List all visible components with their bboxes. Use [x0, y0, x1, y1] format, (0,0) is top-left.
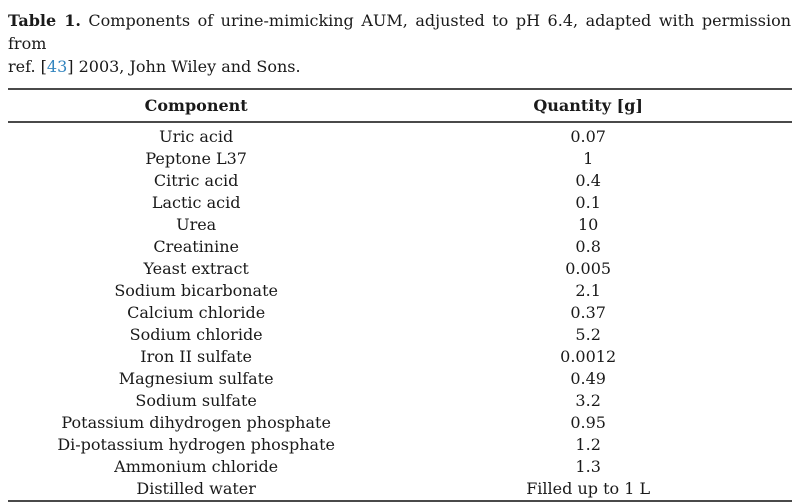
table-row: [8, 170, 792, 192]
quantity-cell: Filled up to 1 L: [526, 479, 651, 498]
components-table: [8, 88, 792, 502]
component-cell: Peptone L37: [145, 149, 247, 168]
quantity-cell: 1.3: [575, 457, 601, 476]
column-header-quantity: Quantity [g]: [384, 89, 792, 122]
component-cell: Distilled water: [136, 479, 256, 498]
quantity-cell: 0.0012: [560, 347, 617, 366]
table-caption-ref-suffix: ] 2003, John Wiley and Sons.: [67, 57, 301, 76]
table-body: [8, 122, 792, 501]
quantity-cell: 1: [583, 149, 594, 168]
table-row: [8, 478, 792, 501]
component-cell: Sodium sulfate: [135, 391, 257, 410]
component-cell: Creatinine: [153, 237, 239, 256]
column-header-component: Component: [8, 89, 384, 122]
table-caption-ref-prefix: ref. [: [8, 57, 47, 76]
table-caption-line1: [8, 9, 791, 55]
quantity-cell: 10: [577, 215, 599, 234]
quantity-cell: 3.2: [575, 391, 601, 410]
table-row: [8, 434, 792, 456]
quantity-cell: 0.37: [570, 303, 606, 322]
quantity-cell: 0.005: [565, 259, 612, 278]
table-row: [8, 148, 792, 170]
table-row: [8, 258, 792, 280]
component-cell: Calcium chloride: [127, 303, 266, 322]
table-row: [8, 236, 792, 258]
component-cell: Uric acid: [159, 127, 234, 146]
table-row: [8, 456, 792, 478]
component-cell: Magnesium sulfate: [118, 369, 274, 388]
component-cell: Potassium dihydrogen phosphate: [61, 413, 331, 432]
component-cell: Yeast extract: [143, 259, 249, 278]
table-caption-line2: [8, 55, 791, 78]
table-caption: [8, 9, 791, 78]
table-row: [8, 214, 792, 236]
table-row: [8, 324, 792, 346]
quantity-cell: 0.4: [575, 171, 601, 190]
table-row: [8, 280, 792, 302]
table-row: [8, 192, 792, 214]
table-caption-label: Table 1.: [8, 11, 81, 30]
quantity-cell: 0.49: [570, 369, 606, 388]
quantity-cell: 0.95: [570, 413, 606, 432]
component-cell: Sodium chloride: [129, 325, 263, 344]
table-row: [8, 412, 792, 434]
component-cell: Sodium bicarbonate: [114, 281, 278, 300]
page: [0, 9, 800, 502]
table-header: [8, 89, 792, 122]
quantity-cell: 2.1: [575, 281, 601, 300]
component-cell: Ammonium chloride: [114, 457, 279, 476]
table-row: [8, 302, 792, 324]
component-cell: Urea: [176, 215, 217, 234]
table-caption-text: Components of urine-mimicking AUM, adjusted to pH 6.4, adapted with permission from: [8, 11, 792, 53]
quantity-cell: 0.1: [575, 193, 601, 212]
quantity-cell: 0.07: [570, 127, 606, 146]
table-row: [8, 390, 792, 412]
citation-ref-link[interactable]: 43: [46, 57, 68, 76]
quantity-cell: 1.2: [575, 435, 601, 454]
table-row: [8, 368, 792, 390]
table-row: [8, 122, 792, 148]
quantity-cell: 5.2: [575, 325, 601, 344]
component-cell: Di-potassium hydrogen phosphate: [57, 435, 335, 454]
component-cell: Citric acid: [153, 171, 239, 190]
table-header-row: [8, 89, 792, 122]
component-cell: Iron II sulfate: [140, 347, 253, 366]
component-cell: Lactic acid: [151, 193, 241, 212]
table-row: [8, 346, 792, 368]
quantity-cell: 0.8: [575, 237, 601, 256]
